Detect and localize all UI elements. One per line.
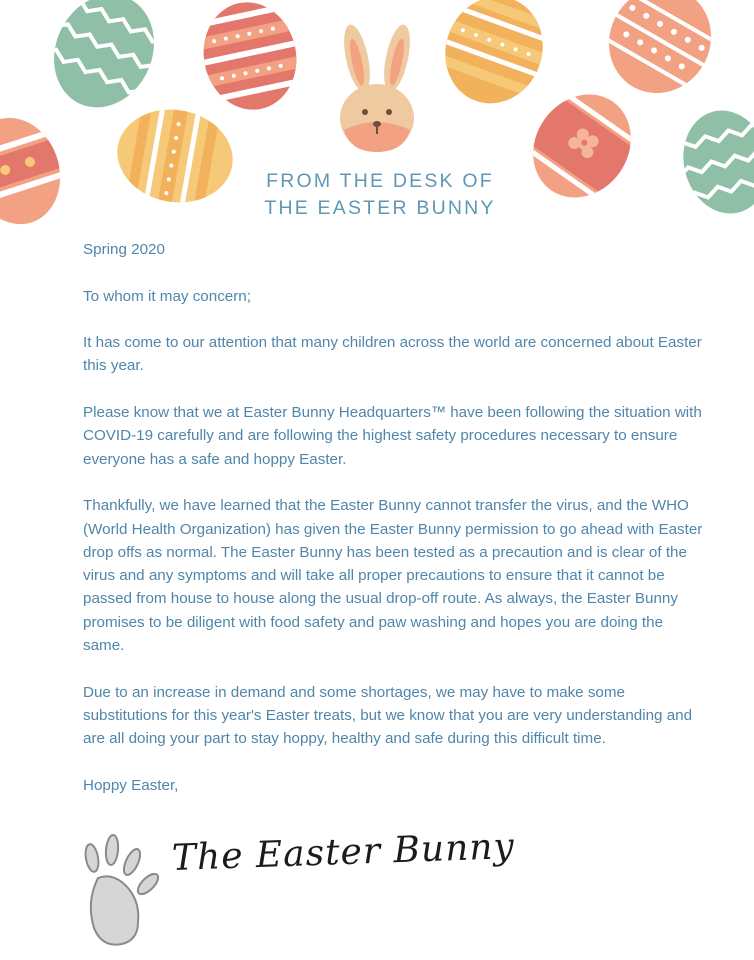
letter-paragraph-3: Thankfully, we have learned that the Easter Bunny cannot transfer the virus, and the WHO (World Health Organization) has given the Easter Bunny permission to go ahead with Easter drop offs as normal. The Easter Bunny has been tested as a precaution and is clear of the virus and any symptoms and will take all proper precautions to ensure that it cannot be passed from house to house along the usual drop-off route. As always, the Easter Bunny promises to be diligent with food safety and paw washing and hopes you are doing the same.	[83, 497, 703, 655]
letter-body	[83, 238, 703, 797]
letter-closing: Hoppy Easter,	[83, 776, 179, 794]
letter-paragraph-4: Due to an increase in demand and some shortages, we may have to make some substitutions for this year's Easter treats, but we know that you are very understanding and are all doing your part to stay hoppy, healthy and safe during this difficult time.	[83, 683, 693, 748]
yellow-striped-egg	[112, 104, 238, 208]
bunny-face	[334, 22, 420, 154]
letter-paragraph-1: It has come to our attention that many children across the world are concerned about Easter this year.	[83, 334, 702, 375]
red-flower-egg	[524, 88, 640, 204]
heading-line-2: THE EASTER BUNNY	[264, 197, 496, 219]
coral-left-egg	[0, 112, 70, 230]
coral-dotted-egg	[600, 0, 720, 98]
green-zigzag-egg	[48, 0, 160, 114]
heading-line-1: FROM THE DESK OF	[266, 170, 494, 192]
letter-salutation: To whom it may concern;	[83, 287, 251, 305]
letter-paragraph-2: Please know that we at Easter Bunny Headquarters™ have been following the situation with COVID-19 carefully and are following the highest safety procedures necessary to ensure everyone has a safe and hoppy Easter.	[83, 404, 702, 468]
letter-date: Spring 2020	[83, 241, 165, 258]
letter-heading	[230, 168, 530, 222]
red-striped-egg	[196, 0, 304, 114]
paw-print-icon	[72, 832, 168, 950]
green-right-egg	[676, 104, 754, 220]
signature: The Easter Bunny	[171, 826, 516, 879]
